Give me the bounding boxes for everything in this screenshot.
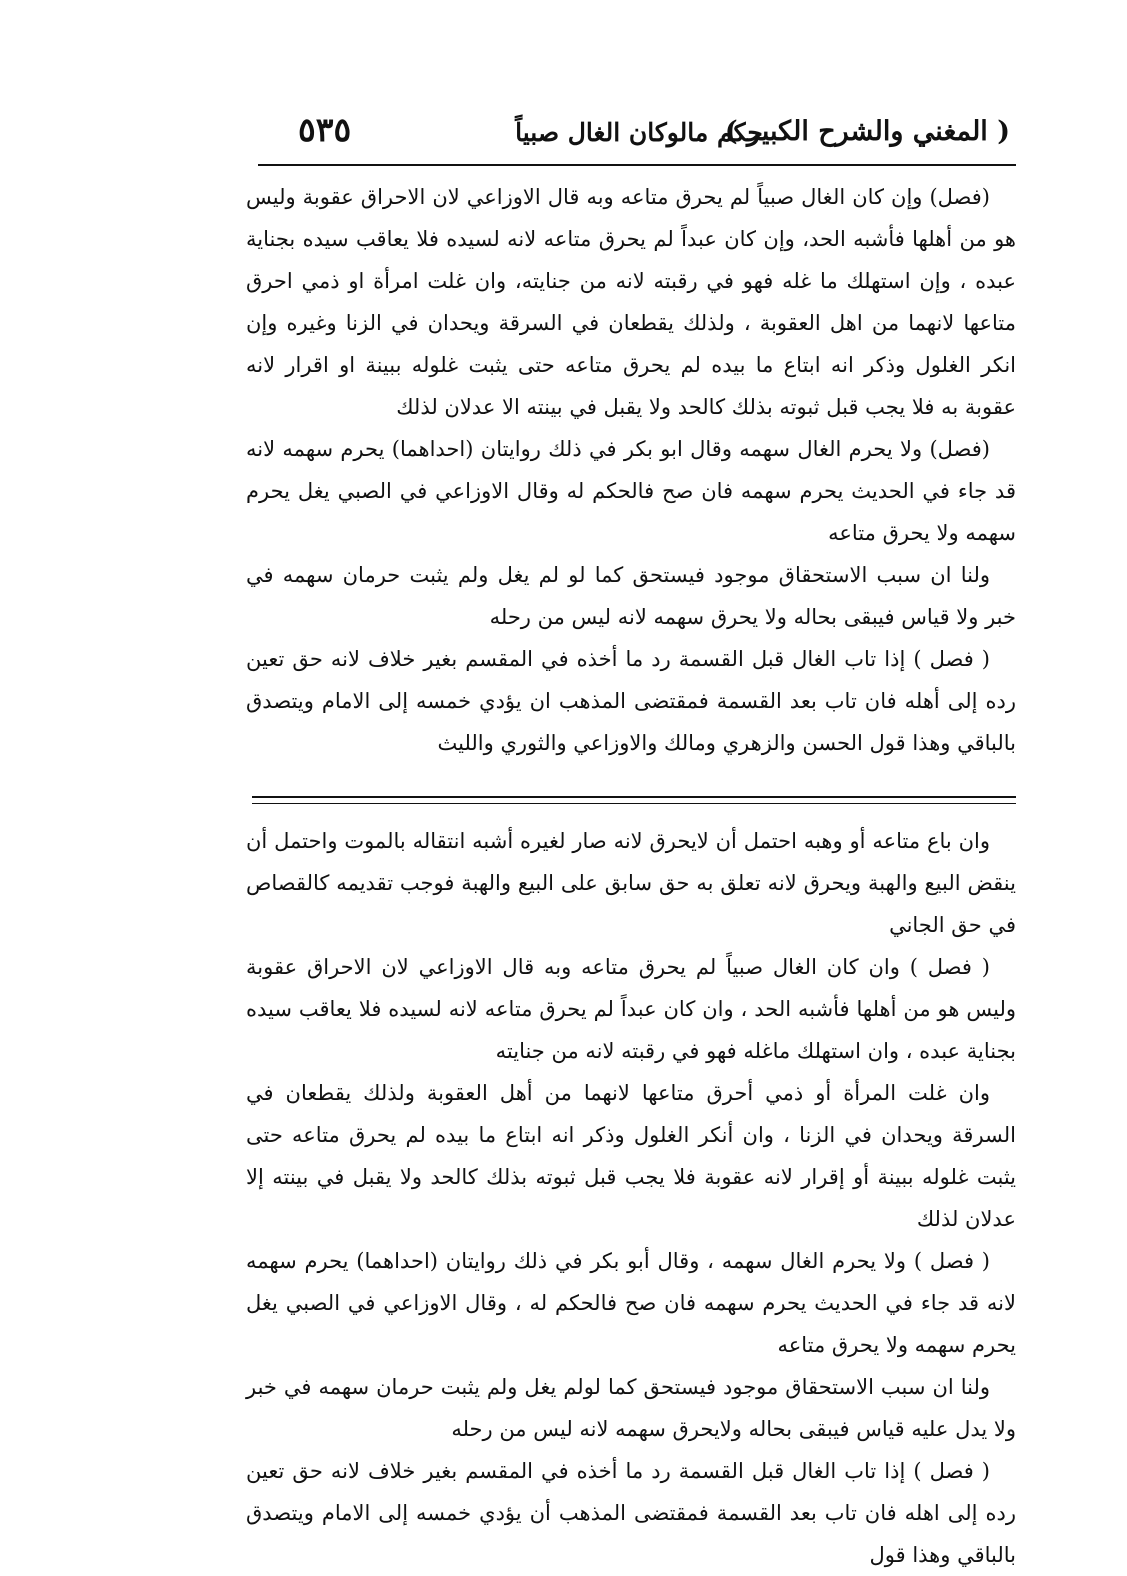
paragraph: (فصل) وإن كان الغال صبياً لم يحرق متاعه وبه قال الاوزاعي لان الاحراق عقوبة وليس هو من أهلها فأشبه الحد، وإن كان عبداً لم يحرق متاعه لانه لسيده فلا يعاقب سيده بجناية عبده ، وإن استهلك ما غله فهو في رقبته لانه من جنايته، وان غلت امرأة او ذمي احرق متاعها لانهما من اهل العقوبة ، ولذلك يقطعان في السرقة ويحدان في الزنا وغيره وإن انكر الغلول وذكر انه ابتاع ما بيده لم يحرق متاعه حتى يثبت غلوله ببينة او اقرار لانه عقوبة به فلا يجب قبل ثبوته بذلك كالحد ولا يقبل في بينته الا عدلان لذلك [246, 185, 1016, 419]
paragraph: ( فصل ) ولا يحرم الغال سهمه ، وقال أبو بكر في ذلك روايتان (احداهما) يحرم سهمه لانه قد جاء في الحديث يحرم سهمه فان صح فالحكم له ، وقال الاوزاعي في الصبي يغل يحرم سهمه ولا يحرق متاعه [246, 1249, 1016, 1357]
paragraph: وان باع متاعه أو وهبه احتمل أن لايحرق لانه صار لغيره أشبه انتقاله بالموت واحتمل أن ينقض البيع والهبة ويحرق لانه تعلق به حق سابق على البيع والهبة فوجب تقديمه كالقصاص في حق الجاني [246, 829, 1016, 937]
paragraph: (فصل) ولا يحرم الغال سهمه وقال ابو بكر في ذلك روايتان (احداهما) يحرم سهمه لانه قد جاء في الحديث يحرم سهمه فان صح فالحكم له وقال الاوزاعي في الصبي يغل يحرم سهمه ولا يحرق متاعه [246, 437, 1016, 545]
paragraph: وان غلت المرأة أو ذمي أحرق متاعها لانهما من أهل العقوبة ولذلك يقطعان في السرقة ويحدان في الزنا ، وان أنكر الغلول وذكر انه ابتاع ما بيده لم يحرق متاعه حتى يثبت غلوله ببينة أو إقرار لانه عقوبة فلا يجب قبل ثبوته بذلك كالحد ولا يقبل في بينته إلا عدلان لذلك [246, 1081, 1016, 1231]
book-title: ( المغني والشرح الكبير ) [724, 116, 1010, 147]
paragraph: ( فصل ) إذا تاب الغال قبل القسمة رد ما أخذه في المقسم بغير خلاف لانه حق تعين رده إلى اهله فان تاب بعد القسمة فمقتضى المذهب أن يؤدي خمسه إلى الامام ويتصدق بالباقي وهذا قول [246, 1459, 1016, 1567]
paragraph: ولنا ان سبب الاستحقاق موجود فيستحق كما لو لم يغل ولم يثبت حرمان سهمه في خبر ولا قياس فيبقى بحاله ولا يحرق سهمه لانه ليس من رحله [246, 563, 1016, 629]
page-header [268, 108, 1010, 160]
page-number: ٥٣٥ [298, 110, 352, 149]
section-separator [252, 796, 1016, 804]
paragraph: ( فصل ) وان كان الغال صبياً لم يحرق متاعه وبه قال الاوزاعي لان الاحراق عقوبة وليس هو من أهلها فأشبه الحد ، وان كان عبداً لم يحرق متاعه لانه لسيده فلا يعاقب سيده بجناية عبده ، وان استهلك ماغله فهو في رقبته لانه من جنايته [246, 955, 1016, 1063]
paragraph: ( فصل ) إذا تاب الغال قبل القسمة رد ما أخذه في المقسم بغير خلاف لانه حق تعين رده إلى أهله فان تاب بعد القسمة فمقتضى المذهب ان يؤدي خمسه إلى الامام ويتصدق بالباقي وهذا قول الحسن والزهري ومالك والاوزاعي والثوري والليث [246, 647, 1016, 755]
lower-text-block [246, 820, 1016, 1576]
paragraph: ولنا ان سبب الاستحقاق موجود فيستحق كما لولم يغل ولم يثبت حرمان سهمه في خبر ولا يدل عليه قياس فيبقى بحاله ولايحرق سهمه لانه ليس من رحله [246, 1375, 1016, 1441]
header-rule [258, 164, 1016, 166]
upper-text-block [246, 176, 1016, 764]
section-title: حكم مالوكان الغال صبياً [515, 118, 763, 147]
